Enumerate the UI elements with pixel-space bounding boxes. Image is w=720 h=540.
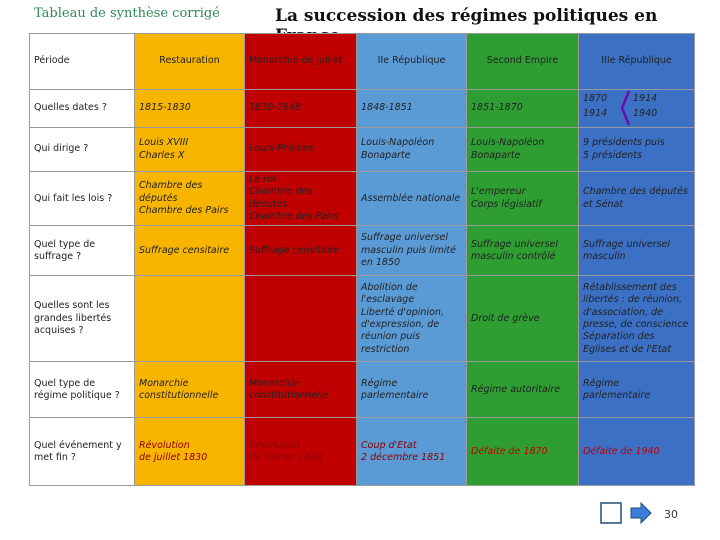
cell [357,276,467,362]
period-label: Période [30,34,135,90]
slide-title: La succession des régimes politiques en [275,6,658,26]
cell [135,90,245,128]
row-label-regime: Quel type de régime politique ? [30,362,135,418]
nav-prev-icon[interactable] [600,502,622,524]
cell [579,128,695,172]
cell-text: Louis XVIII Charles X [139,137,189,161]
cell-text: Révolution de juillet 1830 [139,439,208,463]
cell-text: Assemblée nationale [361,192,461,204]
cell-text: Le roi Chambre des députés Chambre des Pairs [249,174,339,223]
cell [467,276,579,362]
cell [579,276,695,362]
cell [245,128,357,172]
cell-text: 1851-1870 [471,102,523,114]
table-row [30,362,695,418]
cell [245,418,357,486]
cell-text: Défaite de 1940 [583,445,660,457]
cell-text: Monarchie constitutionnelle [249,377,329,401]
cell [467,362,579,418]
cell [135,362,245,418]
cell [357,418,467,486]
cell [467,128,579,172]
row-label-dirige: Qui dirige ? [30,128,135,172]
third-republic-dates [583,93,690,125]
cell [467,226,579,276]
cell-text: Monarchie constitutionnelle [139,377,219,401]
cell-text: Rétablissement des libertés : de réunion, d'association, de presse, de conscience Séparation des Eglises et de l'Etat [583,281,689,355]
row-label-dates: Quelles dates ? [30,90,135,128]
cell [135,172,245,226]
cell-text: Louis-Philippe [249,143,315,155]
page-number: 30 [664,508,678,521]
cell [357,128,467,172]
cell-text: 1830-1848 [249,102,301,114]
date-start-1: 1870 [583,92,608,104]
cell [135,226,245,276]
regime-iie-republique: IIe République [357,34,467,90]
cell [135,276,245,362]
cell [245,90,357,128]
cell-text: Suffrage universel masculin contrôlé [471,238,559,262]
cell-text: 1815-1830 [139,102,191,114]
cell-text: Chambre des députés et Sénat [583,186,688,210]
table-row [30,418,695,486]
cell-text: Régime parlementaire [361,377,429,401]
cell-text: Régime autoritaire [471,383,561,395]
cell-text: Défaite de 1870 [471,445,548,457]
date-start-2: 1914 [633,92,658,104]
table-row [30,90,695,128]
cell-text: Suffrage universel masculin [583,238,671,262]
cell [357,362,467,418]
cell [245,276,357,362]
cell [467,90,579,128]
header-row [30,34,695,90]
cell [467,418,579,486]
row-label-libertes: Quelles sont les grandes libertés acquises ? [30,276,135,362]
regime-monarchie-juillet: Monarchie de Juillet [245,34,357,90]
cell [135,128,245,172]
cell [357,172,467,226]
cell-text: 1848-1851 [361,102,413,114]
cell-text: 9 présidents puis 5 présidents [583,137,665,161]
third-republic-dates-cell [579,90,695,128]
synthesis-table [29,33,695,486]
cell [467,172,579,226]
table-row [30,226,695,276]
cell-text: L'empereur Corps législatif [471,186,542,210]
date-end-2: 1940 [633,107,658,119]
cell [579,418,695,486]
cell [245,172,357,226]
cell-text: Suffrage censitaire [139,244,230,256]
row-label-lois: Qui fait les lois ? [30,172,135,226]
regime-iiie-republique: IIIe République [579,34,695,90]
table-row [30,172,695,226]
cell-text: Révolution de février 1848 [249,439,323,463]
cell [135,418,245,486]
regime-restauration: Restauration [135,34,245,90]
cell-text: Suffrage universel masculin puis limité en 1850 [361,232,456,269]
cell [245,362,357,418]
cell [579,362,695,418]
cell-text: Droit de grève [471,312,540,324]
cell-text: Abolition de l'esclavage Liberté d'opinion, d'expression, de réunion puis restriction [361,281,444,355]
cell-text: Suffrage censitaire [249,244,340,256]
table-row [30,276,695,362]
cell-text: Louis-Napoléon Bonaparte [361,137,435,161]
nav-next-icon[interactable] [630,502,652,524]
section-label: Tableau de synthèse corrigé [34,6,220,21]
date-end-1: 1914 [583,107,608,119]
regime-second-empire: Second Empire [467,34,579,90]
bracket-icon [619,90,631,126]
cell-text: Chambre des députés Chambre des Pairs [139,180,229,216]
cell [579,172,695,226]
cell [357,226,467,276]
cell-text: Louis-Napoléon Bonaparte [471,137,545,161]
cell [357,90,467,128]
row-label-suffrage: Quel type de suffrage ? [30,226,135,276]
cell [245,226,357,276]
table-row [30,128,695,172]
cell-text: Régime parlementaire [583,377,651,401]
cell [579,226,695,276]
cell-text: Coup d'Etat 2 décembre 1851 [361,439,446,463]
row-label-evenement: Quel événement y met fin ? [30,418,135,486]
